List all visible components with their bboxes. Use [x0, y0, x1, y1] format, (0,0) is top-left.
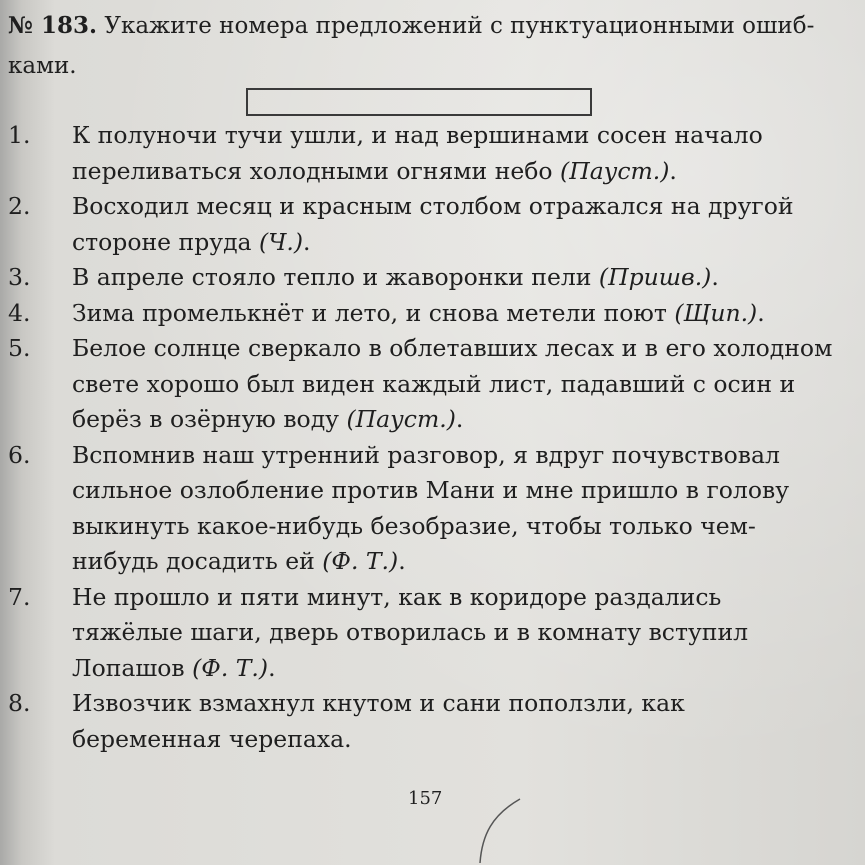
sentence-number: 6. [8, 440, 31, 469]
sentence-text: Не прошло и пяти минут, как в коридоре раздались тяжёлые шаги, дверь отворилась и в комнату вступил Лопашов (Ф. Т.). [72, 582, 749, 682]
pencil-mark-icon [470, 795, 530, 865]
sentence-item-7 [8, 580, 838, 687]
sentence-number: 4. [8, 298, 31, 327]
sentence-number: 7. [8, 582, 31, 611]
sentence-source: (Пауст.) [346, 405, 456, 433]
sentence-source: (Ф. Т.) [322, 547, 399, 575]
sentence-item-4 [8, 296, 838, 332]
sentence-source: (Щип.) [674, 298, 758, 327]
sentence-number: 2. [8, 192, 31, 220]
sentence-list [8, 118, 838, 757]
page-number: 157 [408, 788, 443, 809]
sentence-text: К полуночи тучи ушли, и над вершинами сосен начало переливаться холодными огнями небо (Пауст.). [72, 121, 763, 185]
sentence-source: (Ф. Т.) [192, 653, 269, 682]
sentence-text: Вспомнив наш утренний разговор, я вдруг почувствовал сильное озлобление против Мани и мне пришло в голову выкинуть какое-нибудь безобразие, чтобы только чем-нибудь досадить ей (Ф. Т.). [72, 440, 790, 575]
sentence-item-3 [8, 260, 838, 296]
sentence-item-6 [8, 438, 838, 580]
sentence-number: 8. [8, 689, 31, 717]
task-instruction: Укажите номера предложений с пунктуационными ошиб-ками. [8, 13, 815, 79]
sentence-text: Белое солнце сверкало в облетавших лесах и в его холодном свете хорошо был виден каждый лист, падавший с осин и берёз в озёрную воду (Пауст.). [72, 334, 833, 433]
sentence-number: 3. [8, 263, 31, 291]
sentence-source: (Пришв.) [598, 263, 712, 291]
sentence-item-2 [8, 189, 838, 260]
sentence-source: (Ч.) [259, 227, 304, 256]
sentence-text: Извозчик взмахнул кнутом и сани поползли, как беременная черепаха. [72, 689, 685, 753]
sentence-text: В апреле стояло тепло и жаворонки пели (Пришв.). [72, 263, 719, 291]
sentence-text: Восходил месяц и красным столбом отражался на другой стороне пруда (Ч.). [72, 192, 794, 256]
task-number: № 183. [8, 12, 98, 39]
sentence-text: Зима промелькнёт и лето, и снова метели поют (Щип.). [72, 298, 765, 327]
sentence-item-1 [8, 118, 838, 189]
sentence-number: 1. [8, 121, 31, 149]
sentence-item-5 [8, 331, 838, 438]
sentence-item-8 [8, 686, 838, 757]
sentence-number: 5. [8, 334, 31, 362]
task-heading [8, 6, 848, 86]
sentence-source: (Пауст.) [560, 156, 670, 185]
answer-box[interactable] [246, 88, 592, 116]
